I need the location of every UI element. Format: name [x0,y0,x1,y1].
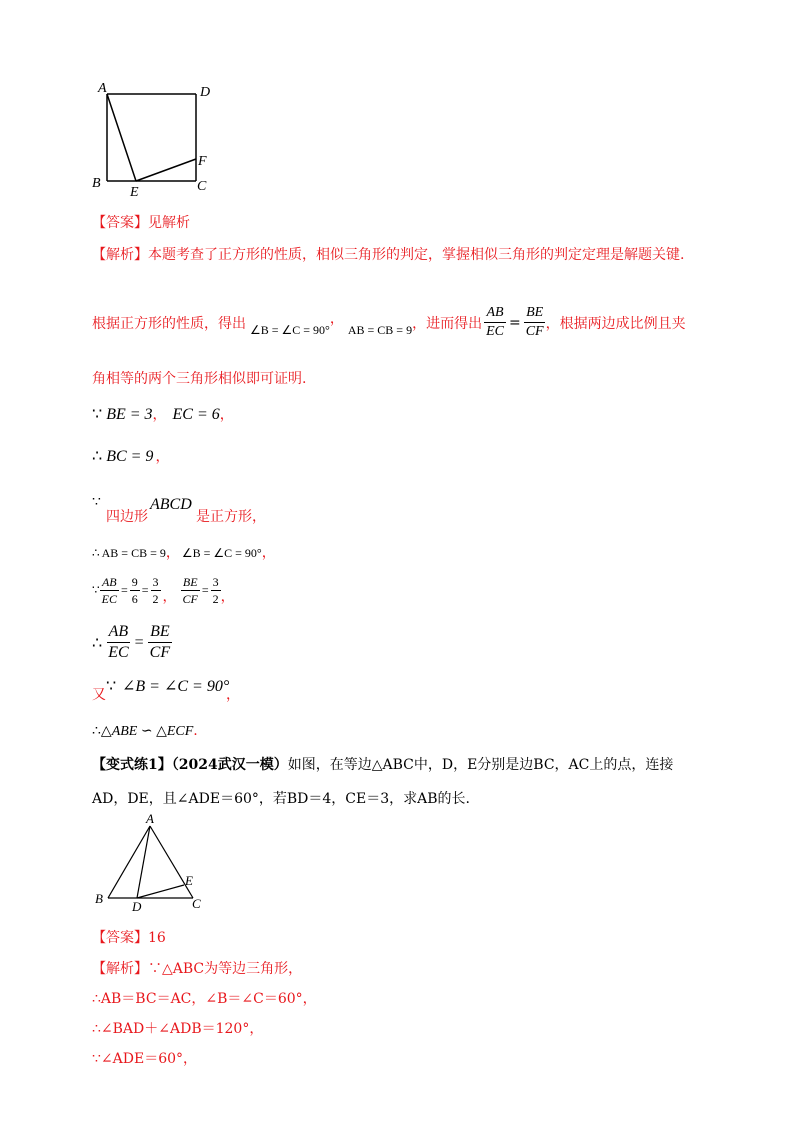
step-3-pre: 四边形 [106,509,148,525]
step-5 [92,574,235,606]
step-5-sep: ， [162,589,177,605]
fraction-be-cf [524,306,546,339]
step-8 [92,722,198,740]
fraction-numerator: 9 [131,574,138,589]
math-side-equality: AB = CB = 9 [347,323,413,337]
therefore-symbol: ∴ [92,724,101,739]
analysis-1 [92,246,684,264]
math-angles: ∠B = ∠C = 90° [122,678,230,695]
step-1-end: ， [219,407,234,423]
answer-1 [92,214,190,232]
label-d: D [132,899,142,912]
step-4 [92,544,276,562]
analysis-2-line-2: ∴AB＝BC＝AC，∠B＝∠C＝60°， [92,991,317,1007]
math-ab-cb: AB = CB = 9 [101,546,166,560]
fraction-3-2 [151,576,161,605]
analysis-1-tag: 【解析】 [92,247,148,263]
reasoning-comma: ， [329,310,344,327]
because-symbol: ∵ [92,406,103,423]
fraction-9-6 [130,576,140,605]
variant-exercise-line-2: AD，DE，且∠ADE＝60°，若BD＝4，CE＝3，求AB的长. [92,791,470,807]
step-2 [92,446,169,466]
math-be: BE = 3 [106,406,153,423]
variant-source: （2024武汉一模） [171,757,288,773]
fraction-denominator: CF [525,324,544,339]
therefore-symbol: ∴ [92,448,103,465]
fraction-denominator: CF [149,644,171,661]
label-a: A [98,81,107,96]
step-5-end: ， [220,589,235,605]
segment-de [137,885,184,898]
fraction-ab-ec [484,306,506,339]
reasoning-paragraph-line-2: 角相等的两个三角形相似即可证明. [92,371,307,387]
fraction-denominator: CF [182,591,198,606]
step-7-pre: 又 [92,687,106,703]
reasoning-prefix: 根据正方形的性质，得出 [92,315,246,332]
reasoning-mid: ，进而得出 [412,315,483,332]
answer-1-text: 见解析 [148,215,190,231]
step-2-end: ， [155,449,170,465]
variant-text-1: 如图，在等边△ABC中，D，E分别是边BC，AC上的点，连接 [287,757,674,773]
fraction-be-cf [148,624,172,661]
label-b: B [92,176,101,191]
analysis-2-tag: 【解析】 [92,961,148,977]
fraction-numerator: AB [101,574,117,589]
analysis-2-text-1: ∵△ABC为等边三角形， [148,961,303,977]
fraction-be-cf [181,576,200,605]
equals-sign: = [120,582,128,597]
answer-2-text: 16 [148,930,166,946]
because-symbol: ∵ [92,582,100,597]
variant-tag: 【变式练1】 [92,757,172,773]
analysis-2-line-3: ∴∠BAD＋∠ADB＝120°， [92,1021,264,1037]
label-d: D [200,85,211,100]
step-7-end: ， [226,687,240,703]
step-6 [92,624,172,661]
math-similar-triangles: △ABE ∽ △ECF [100,724,194,739]
step-4-end: ， [261,545,276,561]
equals-sign: = [134,633,144,651]
step-4-sep: ， [165,545,180,561]
fraction-3-2 [211,576,221,605]
fraction-numerator: 3 [152,574,159,589]
label-c: C [192,896,201,911]
label-a: A [146,812,154,826]
equals-sign: = [508,314,521,331]
answer-1-tag: 【答案】 [92,215,148,231]
fraction-ab-ec [100,576,119,605]
fraction-denominator: 2 [212,591,219,606]
label-f: F [198,154,207,169]
fraction-denominator: 6 [131,591,138,606]
reasoning-paragraph-line-1 [92,306,686,339]
fraction-numerator: BE [524,306,545,323]
fraction-ab-ec [106,624,130,661]
label-c: C [197,179,207,194]
square-figure [90,78,220,198]
fraction-denominator: EC [101,591,117,606]
math-angle-equality: ∠B = ∠C = 90° [250,323,330,337]
math-bc: BC = 9 [106,448,154,465]
reasoning-suffix: ，根据两边成比例且夹 [545,315,686,332]
step-1 [92,396,234,424]
fraction-numerator: 3 [212,574,219,589]
math-angles: ∠B = ∠C = 90° [181,546,262,560]
step-8-end: . [193,723,198,739]
label-e: E [130,185,139,198]
fraction-denominator: EC [486,324,504,339]
analysis-2-line-4: ∵∠ADE＝60°， [92,1051,198,1067]
fraction-numerator: AB [107,624,131,643]
fraction-numerator: AB [484,306,505,323]
step-3-post: 是正方形， [196,509,266,525]
analysis-2-line-1 [92,960,302,978]
fraction-denominator: EC [108,644,129,661]
math-abcd: ABCD [150,496,192,513]
segment-ae [107,94,136,181]
math-ec: EC = 6 [172,406,220,423]
answer-2-tag: 【答案】 [92,930,148,946]
answer-2 [92,929,166,947]
because-symbol: ∵ [92,495,101,510]
variant-exercise-line-1 [92,756,673,774]
equals-sign: = [201,582,209,597]
therefore-symbol: ∴ [92,546,100,560]
analysis-1-text: 本题考查了正方形的性质，相似三角形的判定，掌握相似三角形的判定定理是解题关键. [148,247,685,263]
segment-ef [136,159,196,181]
equals-sign: = [141,582,149,597]
therefore-symbol: ∴ [92,634,103,652]
label-e: E [185,873,193,888]
fraction-denominator: 2 [152,591,159,606]
because-symbol: ∵ [106,678,117,695]
triangle-figure [90,812,210,912]
label-b: B [95,891,103,906]
fraction-numerator: BE [182,574,198,589]
fraction-numerator: BE [148,624,172,643]
step-1-sep: ， [152,407,167,423]
